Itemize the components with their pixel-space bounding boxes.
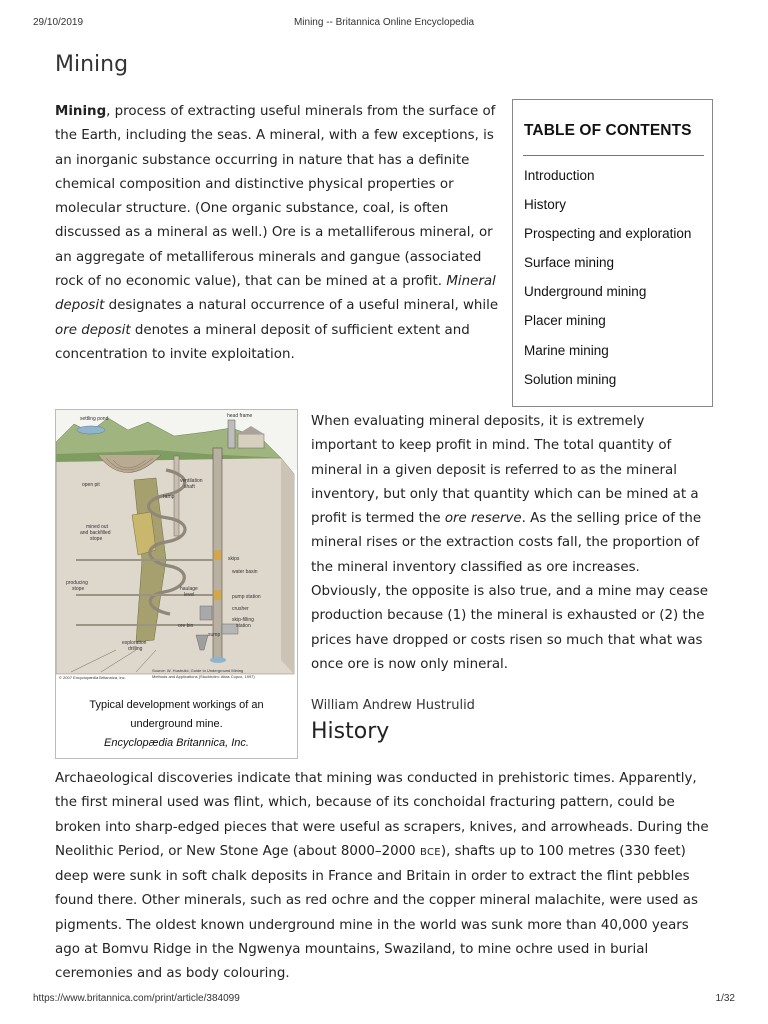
figure-source-1: Source: W. Hustrulid, Guide to Underground Mining (152, 668, 244, 673)
label-mined-out-2: and backfilled (80, 530, 111, 536)
history-paragraph (55, 767, 715, 987)
label-skip-filling-2: station (236, 623, 251, 629)
toc-item-underground-mining[interactable]: Underground mining (524, 284, 647, 300)
label-settling-pond: settling pond (80, 416, 109, 422)
label-ore-bin: ore bin (178, 623, 194, 629)
evaluating-em-ore-reserve: ore reserve (444, 511, 522, 527)
figure-copyright: © 2007 Encyclopædia Britannica, Inc. (59, 675, 126, 680)
intro-text-2: designates a natural occurrence of a useful mineral, while (104, 298, 499, 314)
label-mined-out-1: mined out (86, 524, 108, 530)
intro-paragraph (55, 100, 500, 367)
history-text-2: ), shafts up to 100 metres (330 feet) deep were sunk in soft chalk deposits in France and Britain in order to extract the flint pebbles found there. Other minerals, such as red ochre and the copper mineral malachite, were used as pigments. The oldest known underground mine in the world was sunk more than 40,000 years ago at Bomvu Ridge in the Ngwenya mountains, Swaziland, to mine ochre used in burial ceremonies and as body colouring. (55, 843, 698, 982)
print-date: 29/10/2019 (33, 17, 84, 28)
toc-item-prospecting[interactable]: Prospecting and exploration (524, 226, 692, 242)
label-pump-station: pump station (232, 594, 261, 600)
toc-item-solution-mining[interactable]: Solution mining (524, 371, 617, 387)
label-shaft: shaft (184, 484, 195, 490)
print-page-count: 1/32 (715, 993, 735, 1004)
label-exploration-1: exploration (122, 640, 147, 646)
label-sump: sump (208, 632, 221, 638)
intro-em-ore-deposit: ore deposit (55, 322, 131, 338)
intro-em-mineral-deposit: Mineral deposit (55, 274, 496, 314)
intro-text-1: , process of extracting useful minerals from the surface of the Earth, including the seas. A mineral, with a few exceptions, is an inorganic substance occurring in nature that has a definite chemical composition and distinctive physical properties or molecular structure. (One organic substance, coal, is often discussed as a mineral as well.) Ore is a metalliferous mineral, or an aggregate of metalliferous minerals and gangue (associated rock of no economic value), that can be mined at a profit. (55, 104, 496, 290)
toc-list (524, 166, 691, 399)
label-open-pit: open pit (82, 482, 100, 488)
print-page-title: Mining -- Britannica Online Encyclopedia (293, 17, 475, 28)
caption-line-1: Typical development workings of an (89, 699, 264, 711)
toc-item-marine-mining[interactable]: Marine mining (524, 342, 609, 358)
label-skips: skips (228, 556, 240, 562)
label-ventilation: ventilation (180, 478, 203, 484)
mine-cross-section-illustration (56, 410, 297, 690)
toc-item-placer-mining[interactable]: Placer mining (524, 313, 606, 329)
label-skip-filling-1: skip-filling (232, 617, 254, 623)
label-mined-out-3: stope (90, 536, 103, 542)
print-url: https://www.britannica.com/print/article/384099 (33, 993, 240, 1004)
label-exploration-2: drilling (128, 646, 143, 652)
label-water-basin: water basin (232, 569, 258, 575)
evaluating-paragraph (311, 410, 713, 677)
figure-source-2: Methods and Applications (Stockholm: Atlas Copco, 1997) (152, 674, 255, 679)
print-footer (33, 993, 735, 1007)
label-haulage-1: haulage (180, 586, 198, 592)
label-ramp: ramp (163, 494, 175, 500)
print-header (33, 17, 735, 31)
toc-item-introduction[interactable]: Introduction (524, 168, 595, 183)
intro-term: Mining (55, 104, 107, 119)
table-of-contents (512, 99, 713, 407)
caption-line-2: underground mine. (130, 718, 223, 730)
toc-item-surface-mining[interactable]: Surface mining (524, 255, 615, 271)
label-haulage-2: level (184, 592, 195, 598)
evaluating-text-1: When evaluating mineral deposits, it is extremely important to keep profit in mind. The total quantity of mineral in a given deposit is referred to as the mineral inventory, but only that quantity which can be mined at a profit is termed the (311, 414, 699, 527)
history-era: BCE (419, 846, 441, 858)
history-text-1: Archaeological discoveries indicate that mining was conducted in prehistoric times. Apparently, the first mineral used was flint, which, because of its conchoidal fracturing pattern, could be broken into sharp-edged pieces that were useful as scrapers, knives, and arrowheads. During the Neolithic Period, or New Stone Age (about 8000–2000 (55, 771, 709, 859)
mine-figure (55, 409, 298, 759)
caption-credit: Encyclopædia Britannica, Inc. (104, 737, 249, 749)
label-producing-1: producing (66, 580, 88, 586)
label-crusher: crusher (232, 606, 249, 612)
toc-divider (523, 155, 704, 156)
evaluating-text-2: . As the selling price of the mineral rises or the extraction costs fall, the proportion of the mineral inventory classified as ore increases. Obviously, the opposite is also true, and a mine may cease production because (1) the mineral is exhausted or (2) the prices have dropped or costs risen so much that what was once ore is now only mineral. (311, 511, 708, 672)
label-producing-2: stope (72, 586, 85, 592)
article-title: Mining (55, 52, 129, 77)
history-heading: History (311, 719, 390, 744)
label-head-frame: head frame (227, 413, 253, 419)
intro-text-3: denotes a mineral deposit of sufficient extent and concentration to invite exploitation. (55, 322, 470, 362)
figure-caption (56, 696, 297, 753)
author-credit[interactable]: William Andrew Hustrulid (311, 698, 475, 713)
toc-title: TABLE OF CONTENTS (524, 122, 692, 139)
toc-item-history[interactable]: History (524, 197, 567, 213)
